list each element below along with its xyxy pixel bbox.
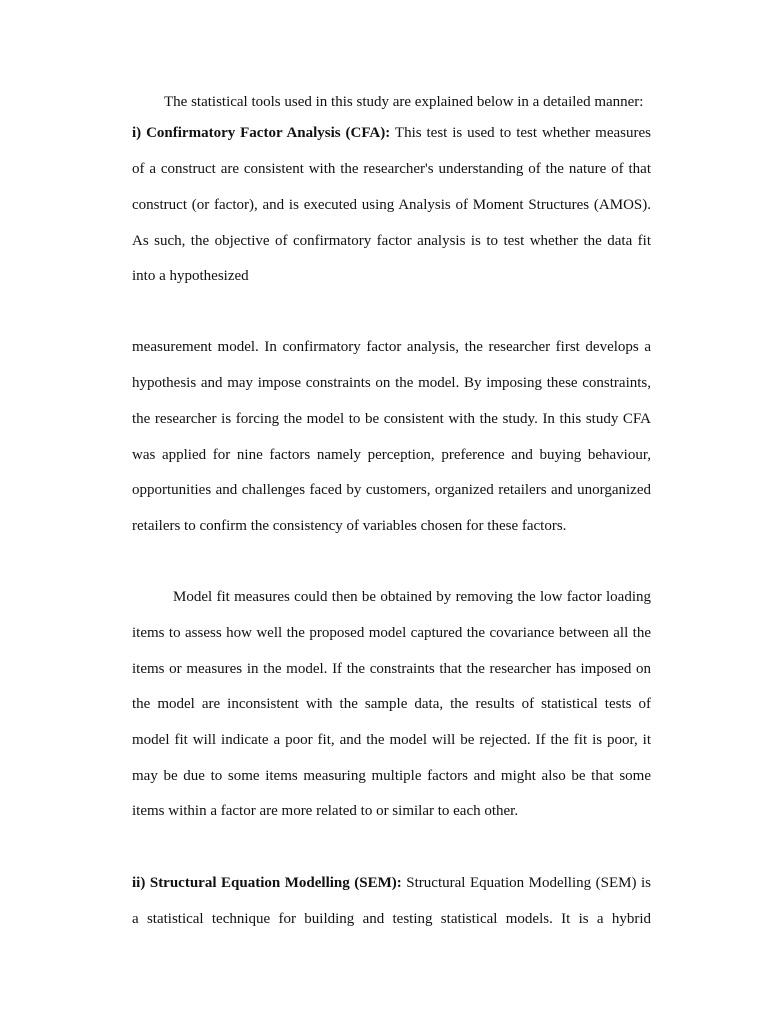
sem-first-line-text: Structural Equation Modelling (SEM) is bbox=[401, 875, 652, 891]
cfa-line: As such, the objective of confirmatory factor analysis is to test whether the data fit bbox=[132, 233, 651, 249]
cfa-continued-line: measurement model. In confirmatory factor analysis, the researcher first develops a bbox=[132, 339, 651, 355]
model-fit-line: items within a factor are more related to or similar to each other. bbox=[132, 803, 519, 819]
model-fit-line: items or measures in the model. If the constraints that the researcher has imposed on bbox=[132, 661, 651, 677]
model-fit-line: may be due to some items measuring multiple factors and might also be that some bbox=[132, 768, 651, 784]
sem-first-line bbox=[132, 874, 651, 892]
sem-heading: ii) Structural Equation Modelling (SEM): bbox=[132, 875, 402, 891]
cfa-line: construct (or factor), and is executed using Analysis of Moment Structures (AMOS). bbox=[132, 197, 651, 213]
sem-line: a statistical technique for building and testing statistical models. It is a hybrid bbox=[132, 911, 651, 927]
cfa-continued-line: was applied for nine factors namely perception, preference and buying behaviour, bbox=[132, 447, 651, 463]
model-fit-line: model fit will indicate a poor fit, and the model will be rejected. If the fit is poor, it bbox=[132, 732, 651, 748]
model-fit-line: items to assess how well the proposed model captured the covariance between all the bbox=[132, 625, 651, 641]
intro-line: The statistical tools used in this study are explained below in a detailed manner: bbox=[164, 94, 644, 110]
cfa-first-line bbox=[132, 124, 651, 142]
model-fit-line: the model are inconsistent with the sample data, the results of statistical tests of bbox=[132, 696, 651, 712]
cfa-heading: i) Confirmatory Factor Analysis (CFA): bbox=[132, 125, 391, 141]
cfa-continued-line: the researcher is forcing the model to be consistent with the study. In this study CFA bbox=[132, 411, 651, 427]
cfa-continued-line: opportunities and challenges faced by customers, organized retailers and unorganized bbox=[132, 482, 651, 498]
cfa-line: into a hypothesized bbox=[132, 268, 249, 284]
model-fit-line: Model fit measures could then be obtained by removing the low factor loading bbox=[173, 589, 651, 605]
cfa-continued-line: hypothesis and may impose constraints on the model. By imposing these constraints, bbox=[132, 375, 651, 391]
cfa-continued-line: retailers to confirm the consistency of variables chosen for these factors. bbox=[132, 518, 567, 534]
cfa-line: of a construct are consistent with the researcher's understanding of the nature of that bbox=[132, 161, 651, 177]
cfa-first-line-text: This test is used to test whether measures bbox=[390, 125, 651, 141]
